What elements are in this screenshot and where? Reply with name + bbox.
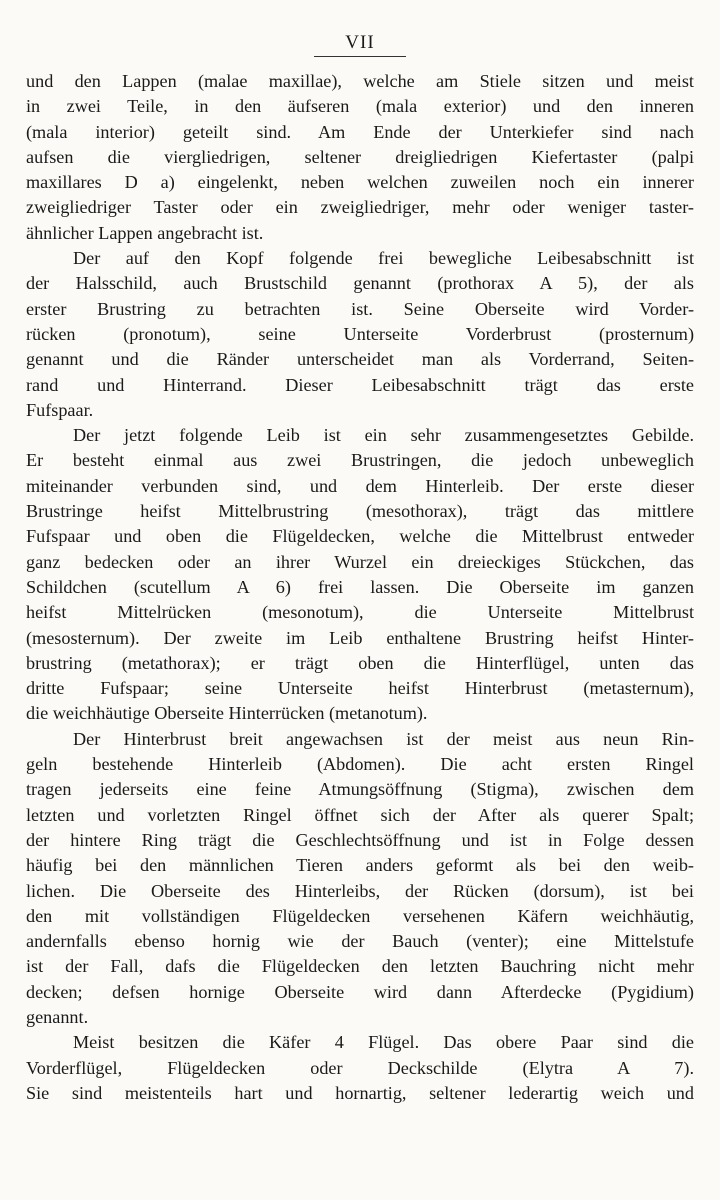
text-line: zweigliedriger Taster oder ein zweigliedriger, mehr oder weniger taster- [26, 197, 694, 218]
text-line: in zwei Teile, in den äufseren (mala exterior) und den inneren [26, 96, 694, 117]
text-line: miteinander verbunden sind, und dem Hinterleib. Der erste dieser [26, 475, 694, 496]
text-line: Brustringe heifst Mittelbrustring (mesothorax), trägt das mittlere [26, 501, 694, 522]
text-line: aufsen die viergliedrigen, seltener dreigliedrigen Kiefertaster (palpi [26, 146, 694, 167]
text-line: Er besteht einmal aus zwei Brustringen, die jedoch unbeweglich [26, 450, 694, 471]
text-line: der Halsschild, auch Brustschild genannt (prothorax A 5), der als [26, 273, 694, 294]
text-line: rücken (pronotum), seine Unterseite Vorderbrust (prosternum) [26, 323, 694, 344]
text-line: genannt. [26, 1006, 89, 1027]
body-text [26, 69, 694, 1106]
text-line: häufig bei den männlichen Tieren anders geformt als bei den weib- [26, 855, 694, 876]
paragraph [26, 423, 694, 727]
text-line: Schildchen (scutellum A 6) frei lassen. Die Oberseite im ganzen [26, 576, 694, 597]
text-line: ist der Fall, dafs die Flügeldecken den letzten Bauchring nicht mehr [26, 956, 694, 977]
page-number: VII [345, 32, 375, 53]
text-line: den mit vollständigen Flügeldecken versehenen Käfern weichhäutig, [26, 905, 694, 926]
text-line: genannt und die Ränder unterscheidet man als Vorderrand, Seiten- [26, 349, 694, 370]
header-rule [314, 56, 406, 57]
text-line: die weichhäutige Oberseite Hinterrücken (metanotum). [26, 703, 428, 724]
text-line: (mala interior) geteilt sind. Am Ende der Unterkiefer sind nach [26, 121, 694, 142]
text-line: letzten und vorletzten Ringel öffnet sich der After als querer Spalt; [26, 804, 694, 825]
text-line: lichen. Die Oberseite des Hinterleibs, der Rücken (dorsum), ist bei [26, 880, 694, 901]
text-line: Fufspaar. [26, 399, 94, 420]
text-line: Vorderflügel, Flügeldecken oder Deckschilde (Elytra A 7). [26, 1057, 694, 1078]
text-line: maxillares D a) eingelenkt, neben welchen zuweilen noch ein innerer [26, 172, 694, 193]
paragraph [26, 727, 694, 1031]
text-line: geln bestehende Hinterleib (Abdomen). Die acht ersten Ringel [26, 754, 694, 775]
text-line: ganz bedecken oder an ihrer Wurzel ein dreieckiges Stückchen, das [26, 551, 694, 572]
text-line: andernfalls ebenso hornig wie der Bauch (venter); eine Mittelstufe [26, 931, 694, 952]
book-page [26, 30, 694, 1106]
text-line: Sie sind meistenteils hart und hornartig, seltener lederartig weich und [26, 1082, 694, 1103]
text-line: der hintere Ring trägt die Geschlechtsöffnung und ist in Folge dessen [26, 829, 694, 850]
text-line: dritte Fufspaar; seine Unterseite heifst Hinterbrust (metasternum), [26, 678, 694, 699]
text-line: (mesosternum). Der zweite im Leib enthaltene Brustring heifst Hinter- [26, 627, 694, 648]
text-line: erster Brustring zu betrachten ist. Seine Oberseite wird Vorder- [26, 298, 694, 319]
text-line: und den Lappen (malae maxillae), welche am Stiele sitzen und meist [26, 71, 694, 91]
text-line: ähnlicher Lappen angebracht ist. [26, 222, 264, 243]
text-line: rand und Hinterrand. Dieser Leibesabschnitt trägt das erste [26, 374, 694, 395]
paragraph [26, 69, 694, 246]
text-line: Der Hinterbrust breit angewachsen ist der meist aus neun Rin- [73, 728, 694, 749]
text-line: decken; defsen hornige Oberseite wird dann Afterdecke (Pygidium) [26, 981, 694, 1002]
text-line: heifst Mittelrücken (mesonotum), die Unterseite Mittelbrust [26, 602, 694, 623]
paragraph [26, 246, 694, 423]
paragraph [26, 1030, 694, 1106]
text-line: Meist besitzen die Käfer 4 Flügel. Das obere Paar sind die [73, 1032, 694, 1053]
text-line: tragen jederseits eine feine Atmungsöffnung (Stigma), zwischen dem [26, 779, 694, 800]
text-line: Der jetzt folgende Leib ist ein sehr zusammengesetztes Gebilde. [73, 425, 694, 446]
text-line: Der auf den Kopf folgende frei bewegliche Leibesabschnitt ist [73, 248, 694, 269]
text-line: brustring (metathorax); er trägt oben die Hinterflügel, unten das [26, 652, 694, 673]
text-line: Fufspaar und oben die Flügeldecken, welche die Mittelbrust entweder [26, 526, 694, 547]
